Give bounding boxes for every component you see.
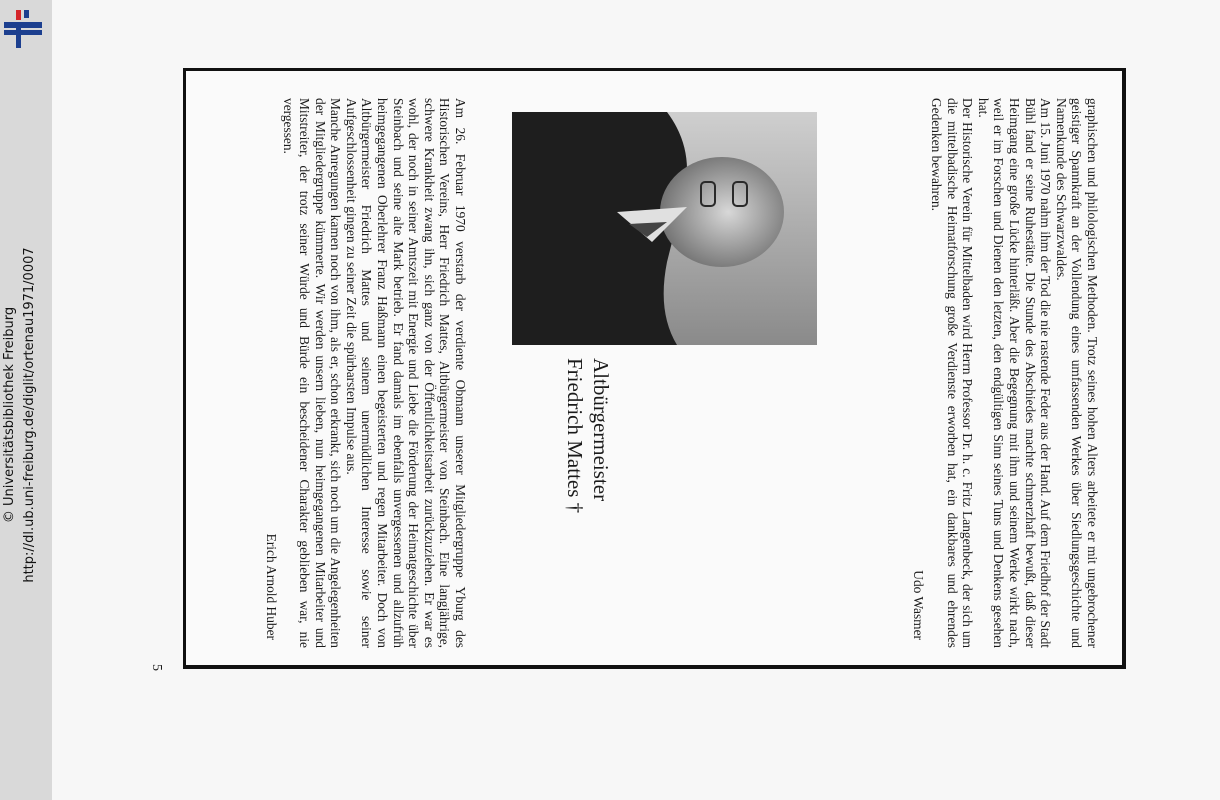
- page-number: 5: [149, 664, 164, 671]
- paragraph: graphischen und philologischen Methoden. Trotz seines hohen Alters arbeitete er mit ungebrochener geistiger Spannkraft an der Vollendung eines umfassenden Werkes über Siedlungsgeschichte und Namenkunde des Schwarzwaldes.: [1053, 98, 1100, 648]
- page-content: [220, 98, 1100, 658]
- author-signature: Udo Wasmer: [911, 570, 927, 640]
- portrait-photo: [512, 112, 817, 345]
- obituary-headline: [562, 358, 614, 648]
- headline-name: Friedrich Mattes †: [563, 358, 587, 514]
- paragraph: Der Historische Verein für Mittelbaden wird Herrn Professor Dr. h. c. Fritz Langenbeck, der sich um die mittelbadische Heimatforschung große Verdienste erworben hat, ein dankbares und ehrendes Gedenken bewahren.: [929, 98, 976, 648]
- viewer-sidebar: [0, 0, 52, 800]
- paragraph: Am 26. Februar 1970 verstarb der verdiente Obmann unserer Mitgliedergruppe Yburg des Historischen Vereins, Herr Friedrich Mattes, Altbürgermeister von Steinbach. Eine langjährige, schwere Krankheit zwang ihn, sich ganz von der Öffentlichkeitsarbeit zurückzuziehen. Er war es wohl, der noch in seiner Amtszeit mit Energie und Liebe die Förderung der Heimatgeschichte über Steinbach und seine alte Mark betrieb. Er fand damals im ebenfalls unvergessenen und allzufrüh heimgegangenen Oberlehrer Franz Haßmann einen begeisterten und regen Mitarbeiter. Doch von Altbürgermeister Friedrich Mattes und seinem unermüdlichen Interesse sowie seiner Aufgeschlossenheit gingen zu seiner Zeit die spürbarsten Impulse aus.: [343, 98, 468, 648]
- paragraph: Manche Anregungen kamen noch von ihm, als er, schon erkrankt, sich noch um die Angelegenheiten der Mitgliedergruppe kümmerte. Wir werden unsern lieben, nun heimgegangenen Mitarbeiter und Mitstreiter, der trotz seiner Würde und Bürde ein bescheidener Charakter geblieben war, nie vergessen.: [281, 98, 344, 648]
- author-signature: Erich Arnold Huber: [263, 533, 279, 640]
- paragraph: Am 15. Juni 1970 nahm ihm der Tod die nie rastende Feder aus der Hand. Auf dem Friedhof der Stadt Bühl fand er seine Ruhestätte. Die Stunde des Abschiedes machte schmerzhaft bewußt, daß dieser Heimgang eine große Lücke hinterläßt. Aber die Begegnung mit ihm und seinem Werke wirkt nach, weil er im Forschen und Dienen den letzten, den endgültigen Sinn seines Tuns und Denkens gesehen hat.: [975, 98, 1054, 648]
- copyright-notice: © Universitätsbibliothek Freiburg: [2, 306, 17, 524]
- source-url[interactable]: http://dl.ub.uni-freiburg.de/diglit/ortenau1971/0007: [22, 247, 37, 583]
- headline-title: Altbürgermeister: [589, 358, 613, 502]
- source-caption: [0, 0, 52, 800]
- mattes-obituary: [263, 98, 468, 648]
- langenbeck-obituary-end: [911, 98, 1100, 648]
